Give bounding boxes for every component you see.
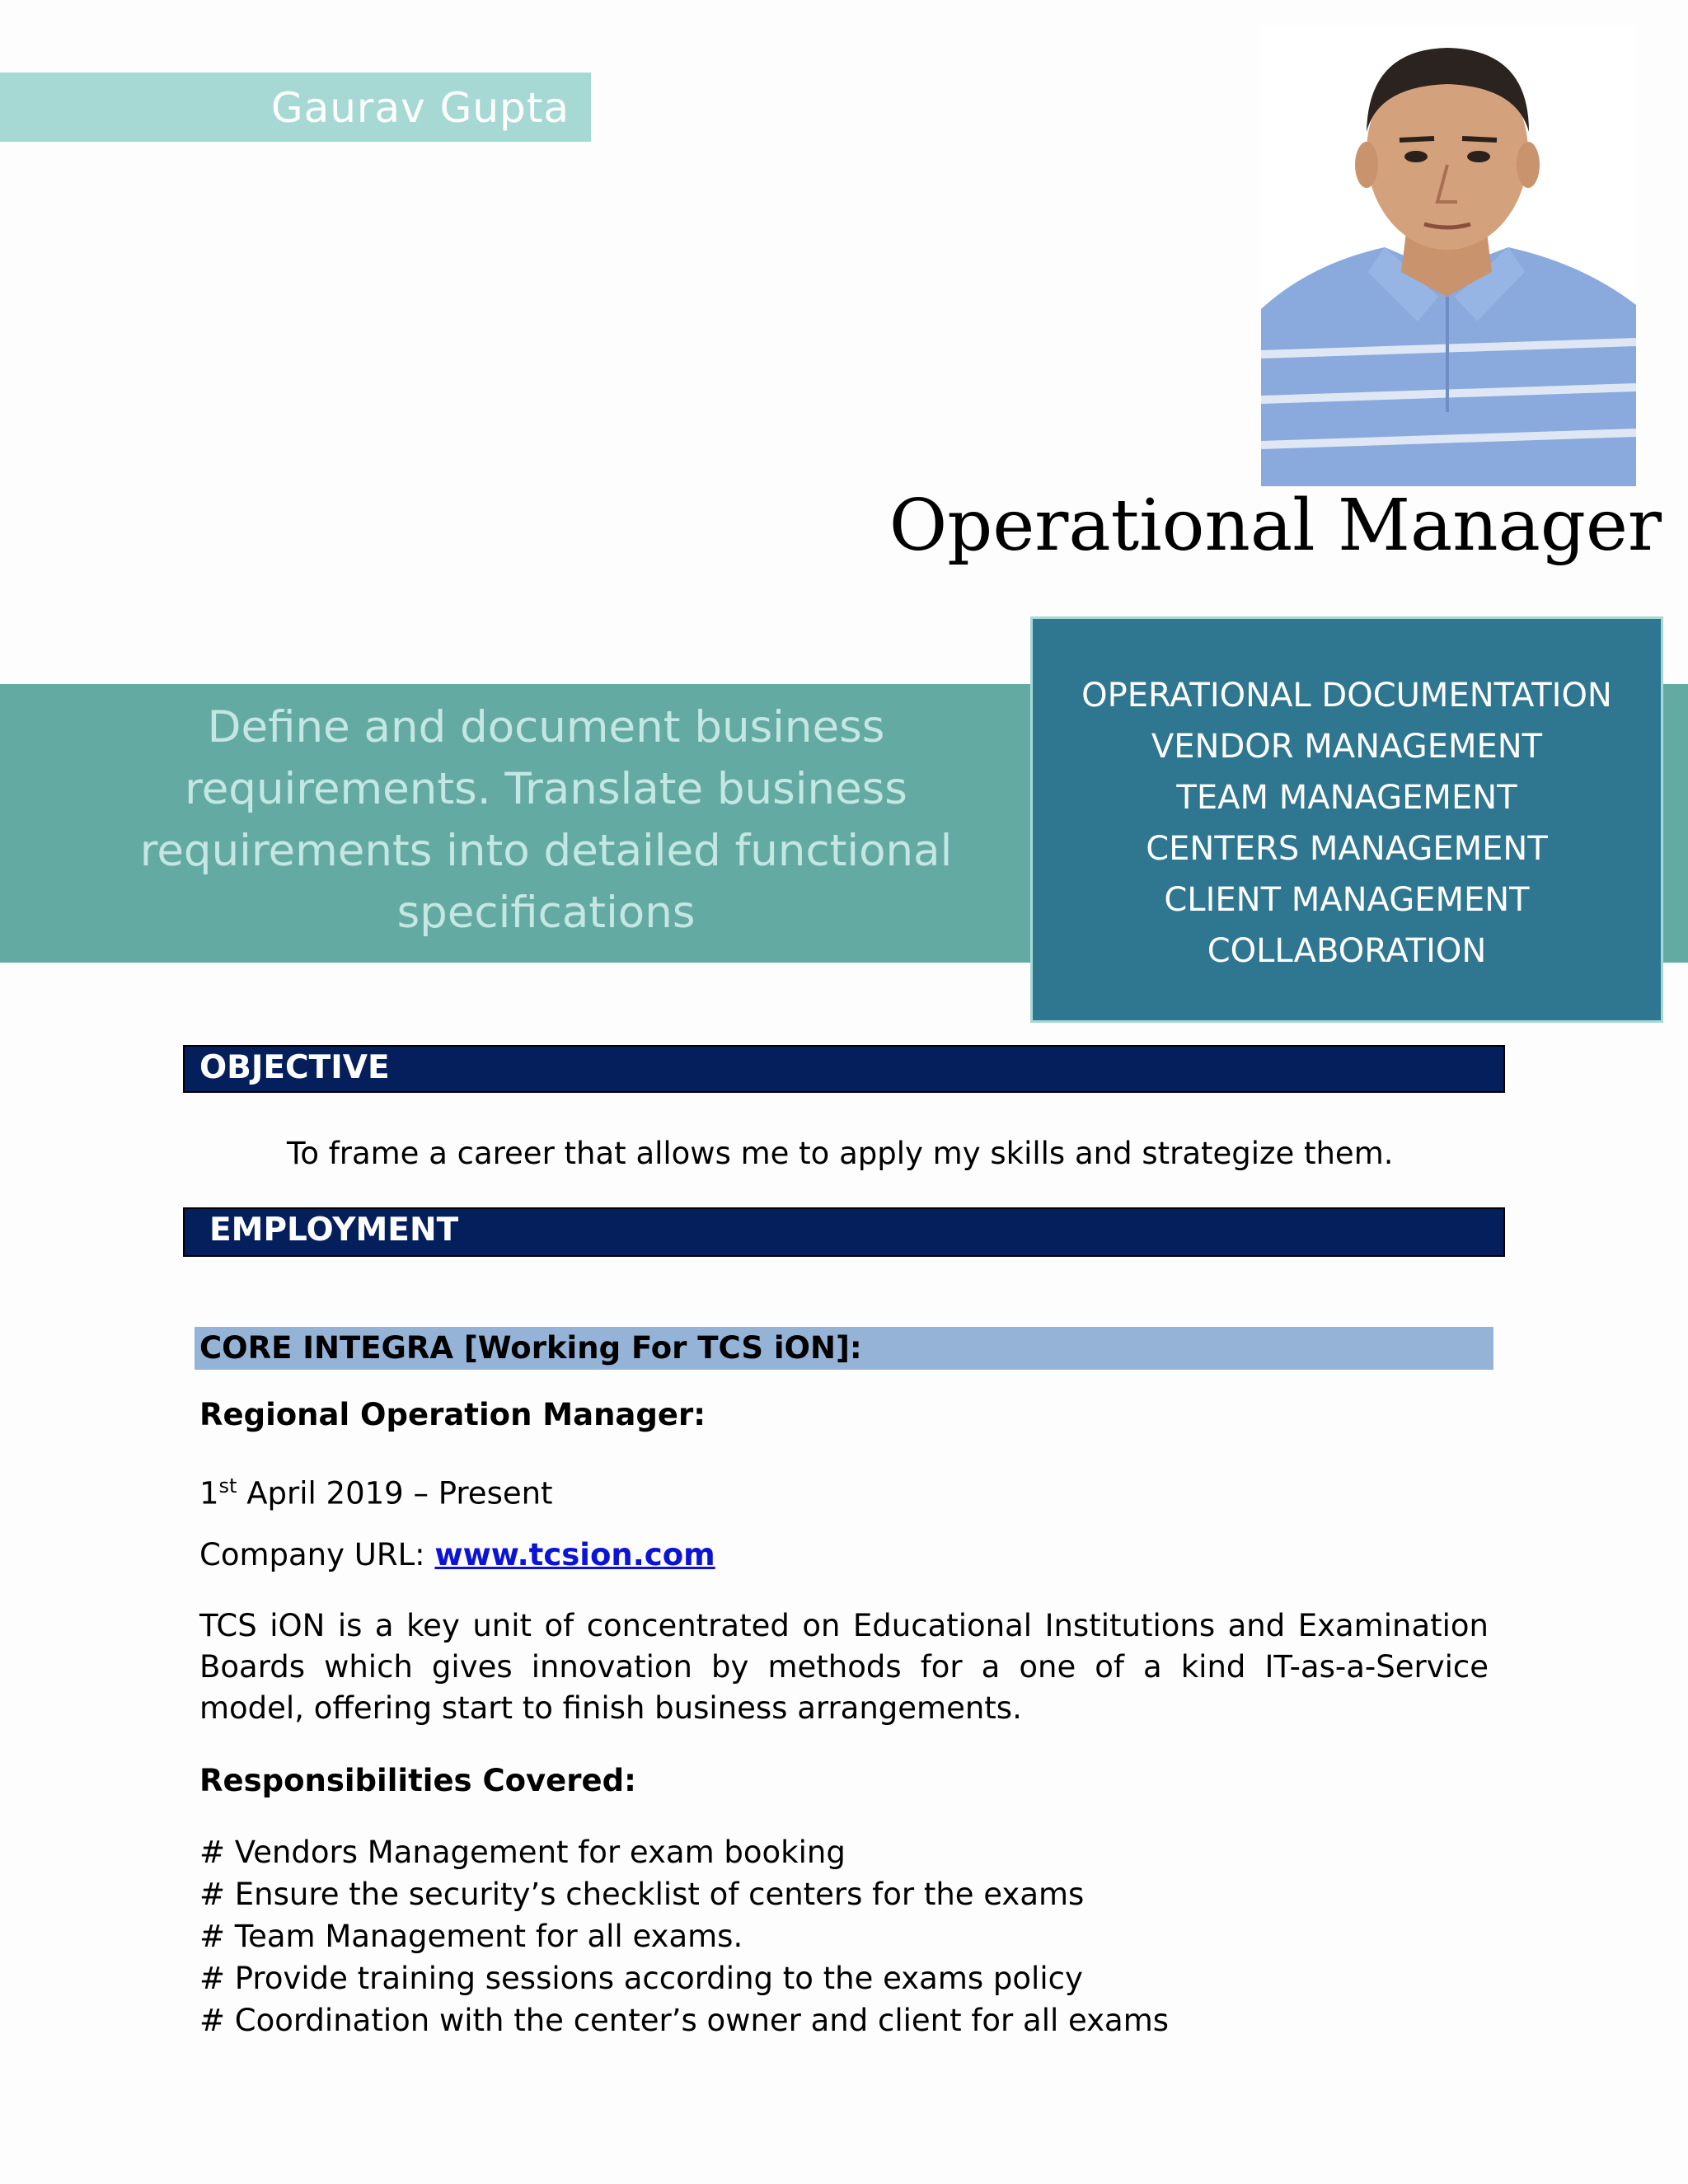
employment-heading: EMPLOYMENT — [183, 1207, 1505, 1257]
company-url-label: Company URL: — [199, 1537, 435, 1572]
responsibility-item: # Team Management for all exams. — [199, 1919, 743, 1954]
objective-text: To frame a career that allows me to apply my skills and strategize them. — [287, 1136, 1394, 1171]
date-rest: April 2019 – Present — [237, 1475, 553, 1511]
profile-photo — [1261, 25, 1636, 486]
profile-photo-illustration — [1261, 25, 1636, 486]
objective-heading: OBJECTIVE — [183, 1045, 1505, 1093]
date-day: 1 — [199, 1475, 219, 1511]
company-description: TCS iON is a key unit of concentrated on Educational Institutions and Examination Boards which gives innovation by methods for a one of a kind IT-as-a-Service model, offering start to finish business arrangements. — [199, 1608, 1489, 1726]
candidate-name: Gaurav Gupta — [270, 84, 570, 132]
company-url-link[interactable]: www.tcsion.com — [434, 1537, 715, 1572]
summary-text: Define and document business requirements. Translate business requirements into detailed functional specifications — [139, 702, 953, 938]
responsibilities-list — [199, 1831, 1169, 2041]
date-suffix: st — [218, 1474, 237, 1497]
company-name: CORE INTEGRA [Working For TCS iON]: — [199, 1330, 862, 1366]
responsibilities-heading: Responsibilities Covered: — [199, 1763, 636, 1798]
job-title: Operational Manager — [889, 485, 1662, 567]
skills-list — [1033, 670, 1661, 977]
skills-box — [1030, 616, 1663, 1023]
responsibility-item: # Ensure the security’s checklist of centers for the exams — [199, 1877, 1085, 1912]
skill-item: CLIENT MANAGEMENT — [1164, 881, 1530, 919]
skill-item: COLLABORATION — [1207, 932, 1487, 970]
skill-item: OPERATIONAL DOCUMENTATION — [1081, 677, 1612, 715]
name-banner — [0, 73, 591, 142]
responsibility-item: # Vendors Management for exam booking — [199, 1835, 846, 1870]
role-title: Regional Operation Manager: — [199, 1397, 706, 1432]
skill-item: VENDOR MANAGEMENT — [1151, 728, 1543, 766]
skill-item: CENTERS MANAGEMENT — [1146, 830, 1548, 868]
employment-dates — [199, 1465, 553, 1514]
skill-item: TEAM MANAGEMENT — [1176, 779, 1517, 817]
company-bar — [195, 1327, 1493, 1370]
responsibility-item: # Provide training sessions according to the exams policy — [199, 1961, 1083, 1996]
responsibility-item: # Coordination with the center’s owner and client for all exams — [199, 2003, 1170, 2038]
company-url-line — [199, 1535, 715, 1576]
